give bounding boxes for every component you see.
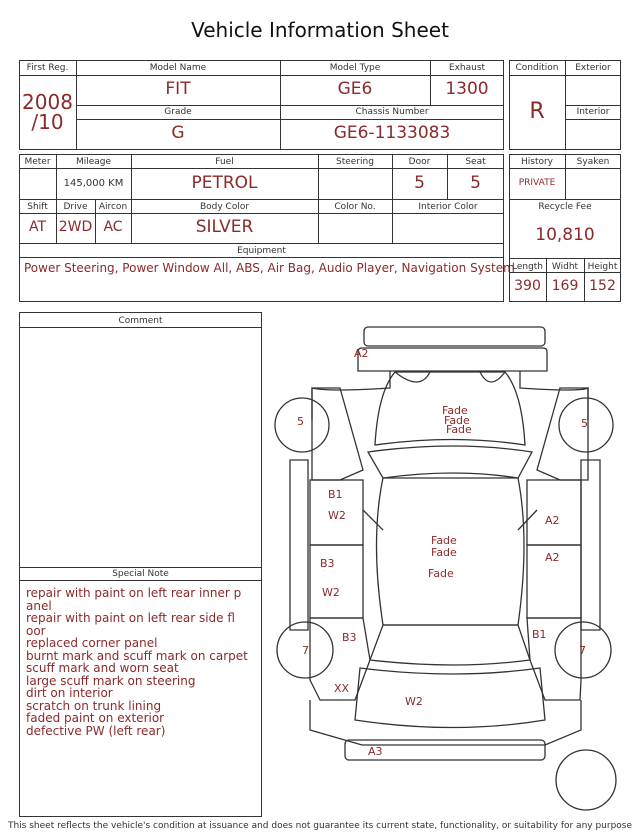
mileage-label: Mileage: [75, 157, 112, 167]
rear-left-mark: XX: [334, 682, 350, 695]
note-line: large scuff mark on steering: [26, 673, 196, 688]
spare-tire: [556, 750, 616, 810]
recycle-fee-value: 10,810: [535, 225, 595, 245]
special-note-label: Special Note: [112, 569, 169, 579]
right-quarter-mark: B1: [532, 628, 547, 641]
shift-label: Shift: [27, 202, 48, 212]
roof-mark-1: Fade: [431, 534, 457, 547]
right-front-door-mark: A2: [545, 514, 560, 527]
steering-label: Steering: [336, 157, 374, 167]
note-line: repair with paint on left rear inner p: [26, 586, 242, 600]
comment-label: Comment: [118, 316, 163, 326]
left-rear-wheel-mark: 7: [302, 644, 309, 657]
first-reg-month: /10: [31, 110, 64, 134]
note-line: scuff mark and worn seat: [26, 661, 179, 675]
equipment-label: Equipment: [237, 246, 286, 256]
rear-bumper-mark: A3: [368, 745, 383, 758]
history-value: PRIVATE: [518, 178, 556, 188]
history-label: History: [520, 157, 554, 167]
special-note-list: [26, 587, 258, 737]
note-line: burnt mark and scuff mark on carpet: [26, 648, 248, 663]
left-rear-door-mark-2: W2: [322, 586, 340, 599]
interior-color-label: Interior Color: [418, 202, 478, 212]
width-value: 169: [551, 278, 579, 294]
hood-mark-2: Fade: [444, 414, 470, 427]
syaken-label: Syaken: [576, 157, 610, 167]
fuel-value: PETROL: [191, 173, 258, 193]
left-front-door-mark-1: B1: [328, 488, 343, 501]
left-side-panel: [290, 460, 308, 630]
rear-body-outline: [310, 700, 581, 745]
note-line: scratch on trunk lining: [26, 698, 162, 713]
right-rear-door-mark: A2: [545, 551, 560, 564]
door-value: 5: [414, 173, 425, 193]
front-grille-shape: [358, 348, 547, 371]
body-color-value: SILVER: [195, 217, 254, 237]
disclaimer-footer: This sheet reflects the vehicle's condition at issuance and does not guarantee its current state, functionality, or suitability for any purpose: [7, 821, 633, 831]
rear-window-shape: [370, 625, 530, 665]
front-bumper-shape: [364, 327, 545, 346]
drive-value: 2WD: [58, 219, 93, 235]
condition-label: Condition: [515, 63, 559, 73]
left-front-door-mark-2: W2: [328, 509, 346, 522]
left-rear-door: [310, 545, 363, 618]
grade-value: G: [171, 123, 185, 143]
recycle-fee-label: Recycle Fee: [538, 202, 592, 212]
roof-mark-3: Fade: [428, 567, 454, 580]
left-rear-door-mark-1: B3: [320, 557, 335, 570]
first-reg-year: 2008: [22, 90, 73, 114]
exterior-label: Exterior: [575, 63, 611, 73]
chassis-value: GE6-1133083: [333, 123, 451, 143]
roof-mark-2: Fade: [431, 546, 457, 559]
note-line: replaced corner panel: [26, 636, 158, 650]
page-title: Vehicle Information Sheet: [191, 18, 449, 42]
note-line: repair with paint on left rear side fl: [26, 611, 235, 625]
trunk-mark: W2: [405, 695, 423, 708]
door-label: Door: [408, 157, 431, 167]
left-quarter-mark: B3: [342, 631, 357, 644]
note-line: oor: [26, 623, 46, 638]
note-line: dirt on interior: [26, 686, 113, 700]
right-front-wheel-mark: 5: [581, 417, 588, 430]
chassis-label: Chassis Number: [355, 107, 429, 117]
model-name-value: FIT: [165, 79, 191, 99]
note-line: anel: [26, 598, 52, 613]
shift-value: AT: [28, 219, 47, 235]
length-label: Length: [511, 262, 544, 272]
hood-mark-3: Fade: [446, 423, 472, 436]
length-value: 390: [514, 278, 541, 294]
height-label: Height: [587, 262, 618, 272]
drive-label: Drive: [63, 202, 88, 212]
comment-box: [19, 312, 262, 817]
seat-value: 5: [470, 173, 481, 193]
right-rear-wheel-mark: 7: [579, 644, 586, 657]
exhaust-value: 1300: [445, 79, 489, 99]
aircon-label: Aircon: [98, 202, 128, 212]
meter-label: Meter: [24, 157, 51, 167]
height-value: 152: [589, 278, 616, 294]
hood-mark-1: Fade: [442, 404, 468, 417]
model-name-label: Model Name: [149, 63, 207, 73]
grade-label: Grade: [164, 107, 192, 117]
seat-label: Seat: [465, 157, 486, 167]
note-line: defective PW (left rear): [26, 723, 166, 738]
exhaust-label: Exhaust: [448, 63, 486, 73]
model-type-label: Model Type: [329, 63, 381, 73]
first-reg-label: First Reg.: [26, 63, 69, 73]
model-type-value: GE6: [337, 79, 373, 99]
fuel-label: Fuel: [215, 157, 234, 167]
aircon-value: AC: [103, 219, 123, 235]
equipment-value: Power Steering, Power Window All, ABS, Air Bag, Audio Player, Navigation System: [24, 261, 515, 275]
right-side-panel: [581, 460, 600, 630]
color-no-label: Color No.: [334, 202, 376, 212]
mileage-value: 145,000 KM: [63, 178, 124, 189]
trunk-shape: [355, 668, 545, 728]
width-label: Widht: [551, 262, 579, 272]
note-line: faded paint on exterior: [26, 711, 165, 725]
front-bumper-mark: A2: [354, 347, 369, 360]
body-color-label: Body Color: [199, 202, 250, 212]
windshield-shape: [368, 446, 532, 478]
interior-label: Interior: [576, 107, 610, 117]
left-front-fender: [312, 388, 363, 480]
left-front-wheel-mark: 5: [297, 415, 304, 428]
condition-rating: R: [529, 99, 545, 124]
